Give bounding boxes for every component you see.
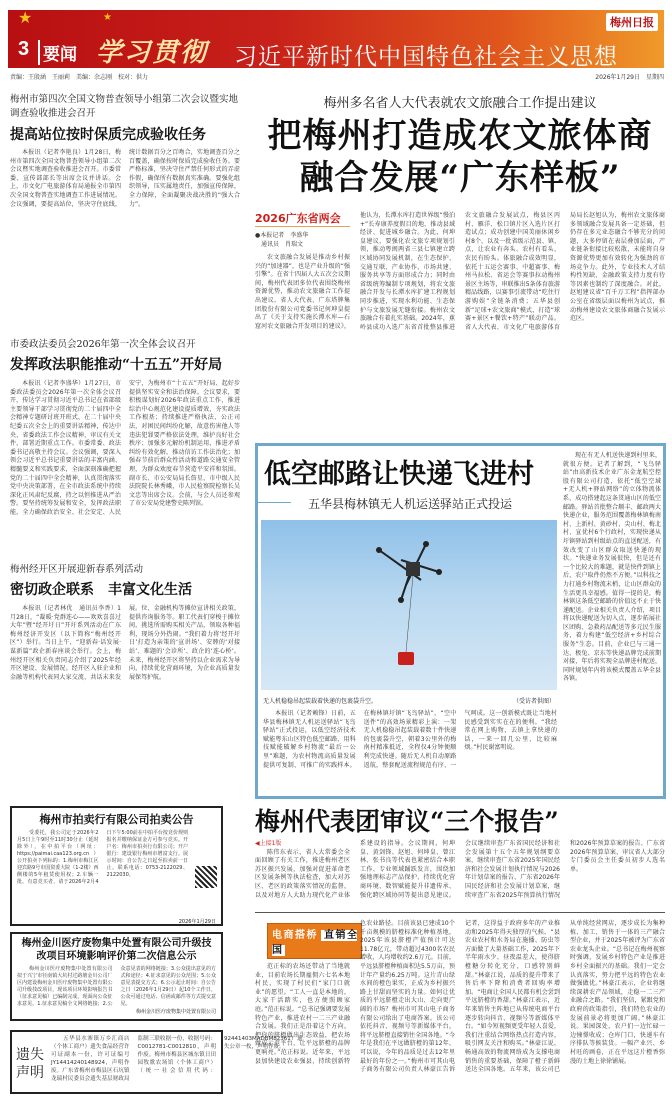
continued-article-body: 范正标的农场还带动了当地就业，目前农场长期雇佣六七名本地村民，实现了村民们“家门口就业”的愿望。“工人一直是本地的，大家干活踏实，也方便照顾家庭。”范正标说。“总书记强调要发展特色产业，推进农村一二三产业融合发展。我们正是沿着这个方向，把你的脐橙做出生态效益，把农场做成示范平台，让平远脐橙的品牌更响亮。”范正标说。近年来，平远县加快建设农业强县，持续创新特色农业路径。目前该县已建成10个千亩规模的脐橙标准化种植基地，2025年该县脐橙产值预计可达11.78亿元，带动超过4300名农民增收，人均增收约2.6万元。目前，平远县脐橙种植面积达5.5万亩，预计年产量约6.25万吨。这片青山绿水间的橙色果实，正成为乡村振兴路上甘甜而坚实的力量。如何让优质的平远脐橙走出大山、走向更广阔的市场？梅州市可其山电子商务有限公司给出了电商答案。该公司依托抖音、视频号等新媒体平台，将平远脐橙直接销往全国各地。“今年是我们在平远做脐橙的第12年，可以说，今年的品质是过去12年里最好的年份之一。”梅州市可其山电子商务有限公司负责人林豪江告诉记者，这得益于政府多年的产业推动和2025年得天独厚的气候。“县农业农村和水务局在施播、防虫等方面做了大量基础工作，2025年下半年雨水少、昼夜温差大，使得脐橙糖分转化充分，口感特别鲜甜。”林豪江说，品质的提升带来了售后率下降和消费者回购率增加。“电商让全国人民都有机会尝到平远脐橙的香甜。”林豪江表示，近年来销售主阵地已从传统电商平台逐步转向抖音、视频号等新媒体平台。“如今短视频更受年轻人喜爱，我们注重结合网络热点打造内容，吸引网友关注和购买。”林豪江说，畅通高效的物流网络成为支撑电商销售的重要基础，保障了橙子新鲜送达全国各地。五年来，该公司已从单纯经营网店，逐步成长为集种植、加工、销售于一体的三产融合型企业，并于2025年被评为广东省农业龙头企业。“总书记在梅州视察时强调，发展乡村特色产业是推进乡村全面振兴的基础。我们一定会认真落实，努力把平远的特色农业做强做优。”林豪江表示，企业将继续深耕农产品领域，走稳一二三产业融合之路。“我们坚信，紧跟党和政府的政策指引，我们特色农业的发展前景必将更加广阔。”林豪江说。果园深处，农户们一边忙碌一边憧憬收成；仓库门口，快递车有序排队等候装货。一幅产业兴、乡村旺的画卷，正在平远这片橙香弥漫的土地上徐徐铺展。 xyxy=(255,920,665,1074)
feature-side-body: 现在有无人机送快递到村里来，就很方便。记者了解到，“飞鸟驿站”由高新技术企业广东金龙航空控股有限公司打造，依托“低空空域+无人机+驿站网络”的立体物流体系，成功搭建起这条贯通山区的低空邮路。驿站首批整合顺丰、邮政两大快递企业，服务范围覆盖梅林镇梅南村、上新村、黄砂村、尖山村、梅北村、宣优村6个行政村，实现快递从圩镇驿站到村级站点的直送配送，有效改变了山区群众取送快递的现状。“快递业务发展很快，但是还有一个比较大的难题，就是快件到镇上后，农户取件仍然不方便。”以科技之力打通乡村物流末梢，让山区群众的生活更具幸福感。值得一提的是，梅林镇这条低空邮路的价值远不止于快递配送。企业相关负责人介绍，项目将以快递配送为切入点，逐步拓展社区团购、急救药品配送等多元民生服务，着力构建“低空经济+乡村综合服务”生态。目前，企业已与三通一达、极兔、京东等快递品牌完成前期对接，年后将实现全品牌进村配送，同时规划年内将该模式覆盖五华全县各镇。 xyxy=(563,452,661,683)
feature-subtitle: 五华县梅林镇无人机运送驿站正式投运 xyxy=(308,497,513,511)
main-kicker: 梅州多名省人大代表就农文旅融合工作提出建议 xyxy=(323,96,597,111)
report-body-text: 陈伟东表示，省人大常委会全面回顾了有关工作，推进梅州老区苏区振兴发展，加强对促进革命老区发展条例等执法检查，加大对苏区、老区的政策落实情况的监督，以及对地方人大助力现代化产业体系建设的指导。会议期间，何坤皇、黄剑锋、赵旭、何坤皇、曾江林、张书良等代表也紧密结合本职工作、专业领域踊跃发言，围绕加强地理标志产品保护、持续优化营商环境、数智赋能提升非遗传承、强化跨区域协同等提出意见建议。会议继续审查广东省国民经济和社会发展第十五个五年规划纲要草案，继续审查广东省2025年国民经济和社会发展计划执行情况与2026年计划草案的报告、广东省2026年国民经济和社会发展计划草案，继续审查广东省2025年预算执行情况和2026年预算草案的报告、广东省2026年预算草案，审议省人大部分专门委员会主任委员初步人选名单。 xyxy=(255,840,665,899)
article-economic-zone xyxy=(10,563,240,795)
notice-signature: 梅州金川医疗废物集中处置有限公司 xyxy=(135,1009,216,1015)
continued-article xyxy=(255,920,665,1096)
editors-line: 责编：王殷涵 王丽莉 美编：余志刚 校对：供力 xyxy=(10,74,149,81)
jump-marker: ◀上接1版 xyxy=(255,840,282,847)
article-kicker: 梅州经开区开展迎新春系列活动 xyxy=(10,564,144,575)
article-headline: 提高站位按时保质完成验收任务 xyxy=(10,127,206,143)
article-kicker: 市委政法委员会2026年第一次全体会议召开 xyxy=(10,339,196,350)
auction-notice xyxy=(10,806,223,926)
main-body-text: 农文旅融合发展是推动乡村振兴的“加速器”，也是产业升级的“强引擎”。在省十四届人大五次会议期间，梅州代表团多位代表围绕梅州资源优势，推动农文旅融合工作提出建议。省人大代表、广东塔牌集团股份有限公司党委书记何坤皇提出了《关于支持实施长潭水库—石窟河农文旅融合开发项目的建议》，他认为，长潭水库打造世界级“慢泊+”长寿康养度假目的地，推动县域经济、促进城乡融合。为此，何坤皇建议，要强化农文旅专项规划引领，推动粤闽两省三县七镇建立跨区域协同发展机制，在生态保护、交通互联、产业协作、市场共建、服务共享等方面形成合力；同时由省级统筹编制专项规划，将农文旅融合开发与长潭水库扩建工程规划同步推进，实现水利功能、生态保护与文旅发展无缝衔接。梅州农文旅融合有着扎实基础。2024年，蕉岭县成功入选广东省首批整县推进农文旅融合发展试点，梅县区丙村、雁洋、松口镇片区入选片区打造试点；成功创建中国美丽休闲乡村8个，以及一批省级示范县、镇、点，让农业有奔头、农村有看头、农民有盼头。体旅融合成效明显，依托十五运会赛事、中超赛事、梅州马拉松、省运会等赛事拉动梅州景区主场等，串联推出5条体育旅游精品线路，以赛事引流带动“吃住行游购娱”全链条消费；五华县创新“足球+农文旅商”模式，打造“球赛+景区+餐饮+特产”联动产品。省人大代表、市文化广电旅游体育局局长赵旭认为，梅州农文旅体商多领域融合发展具备一定基础，但仍存在多元业态融合不够充分的问题，大多停留在表层叠加层面，产业链条衔接比较松散，未能将自身资源优势更加有效转化为强劲的市场竞争力。此外，专业技术人才结构性短缺、金融政策支持力度有待等因素也制约了深度融合。对此，赵旭建议省“百千万工程”指挥部办公室在省级层面以梅州为试点，推动梅州建设农文旅体商融合发展示范区。 xyxy=(255,212,665,331)
feature-headline: 低空邮路让快递飞进村 xyxy=(264,459,534,490)
feature-body: 本报讯（记者赖锋）日前，五华县梅林镇无人机运送驿站“飞鸟驿站”正式投运，以低空经济技术赋能粤东山区特色低空邮路，用科技赋能破解乡村物流“最后一公里”难题，为农村物流高质量发展提供可复制、可推广的实践样本。在梅林镇圩镇“飞鸟驿站”，“空中送件”的高效场景精彩上演：一架无人机稳稳吊起装载着数十件快递的包裹袋升空，朝着3公里外的梅南村精准抵近，全程仅4分钟便顺利完成快递。随后无人机自动原路返航，整套配送流程规范有序、一气呵成。这一创新模式既让当地村民感受到实实在在的便利。“我经常在网上购物，去镇上拿快递的话，一来一回几公里，比较麻烦。”村民谢富明说。 xyxy=(263,710,557,769)
article-body: 本报讯（记者李艳良）1月28日，梅州市第四次全国文物普查领导小组第二次会议暨实地调查验收推进会召开。市委常委、宣传部部长等出席会议并讲话。会上，市文化广电旅游体育局通报全市第四次全国文物普查实地调查工作进展情况。会议强调，要提高站位，坚决守住底线，统计数据百分之百吻合，实地调查百分之百覆盖，确保按时保质完成验收任务。要严格标准，坚决守住严禁任何形式的弄虚作假，确保所有数据真实准确。要强化组织领导，压实属地责任，加强宣传保障，全力保障，全面凝聚决战决胜的“强大合力”。 xyxy=(10,149,240,208)
article-body: 本报讯（记者李盛华）1月27日，市委政法委员会2026年第一次全体会议召开，传达学习贯彻习近平总书记在省部级主要领导干部学习贯彻党的二十届四中全会精神专题研讨班开班式、在二十届中央纪委五次全会上的重要讲话精神，传达中央、省委政法工作会议精神，审议有关文件，部署近期重点工作。市委常委、政法委书记高敬主持会议。会议强调，要深入领会习近平总书记重要讲话的丰富内涵、精髓要义和实践要求，全面深刻准确把握党的二十届四中全会精神，认真贯彻落实党中央决策部署，在全市政法系统中持续深化正风肃纪反腐，持之以恒推进从严治警。要坚持统筹发展和安全，发挥政法职能，全力确保政治安全、社会安定、人民安宁，为梅州市“十五五”开好局、起好步提供坚实安全和法治保障。会议要求，要积极谋划好2026年政法重点工作，推进综治中心规范化建设提质增效，夯实政法工作根基；持续推进严格执法、公正司法，对困民间纠纷化解，故意伤害他人等违法犯罪要严格依法处理，维护良好社会秩序；加强多元解纷机制运用，推进矛盾纠纷有效化解，推动信访工作法治化；加强春节前后群众性活动和道路交通安全管理，为群众欢度春节营造平安祥和氛围。副市长、市公安局局长詹星，市中级人民法院院长林秀峨，市人民检察院检察长吴文忠等出席会议。会前，与会人员还参观了市公安局党建警史陈列馆。 xyxy=(10,380,240,516)
main-article-header xyxy=(255,92,665,199)
notice-title: 梅州金川医疗废物集中处置有限公司升级技改项目环境影响评价第二次信息公示 xyxy=(21,938,212,962)
divider xyxy=(255,502,291,503)
star-icon: ★ xyxy=(18,8,33,27)
photo-caption: 无人机稳稳吊起装载着快递的包裹袋升空。 xyxy=(263,698,378,705)
subhead-label: 电商搭桥 xyxy=(272,930,318,941)
star-icon: ★ xyxy=(103,12,112,23)
main-headline-line2: 融合发展“广东样板” xyxy=(299,158,621,198)
main-article-body xyxy=(255,212,665,438)
report-headline: 梅州代表团审议“三个报告” xyxy=(255,807,559,836)
npc-badge: 2026广东省两会 xyxy=(255,212,350,227)
drone-feature xyxy=(255,443,666,799)
section-name: 要闻 xyxy=(38,40,77,65)
issue-date: 2026年1月29日 星期四 xyxy=(595,74,664,81)
article-politics-law xyxy=(10,338,240,540)
newspaper-logo: 梅州日报 xyxy=(606,13,658,31)
drone-photo xyxy=(261,520,557,690)
article-headline: 发挥政法职能推动“十五五”开好局 xyxy=(10,357,223,373)
drone-icon xyxy=(261,520,557,690)
environment-notice xyxy=(10,932,223,1021)
notice-title: 遗失声明 xyxy=(16,1047,44,1081)
article-kicker: 梅州市第四次全国文物普查领导小组第二次会议暨实地调查验收推进会召开 xyxy=(10,94,239,119)
notice-body: 受委托，我公司定于2026年2月5日上午9时至11时30分止（延时除外），在中拍平台（网址：https://paimai.caa123.org.cn）公开拍卖下列标的：1.梅州市梅江区迎宾路9号市国资委大院（1-2楼）西侧楼的5年租赁使用权；2.车辆一批。有意竞买者，请于2026年2月4日下午5:00前在中拍平台按竞价规则报名并缴纳保证金方可参与竞买。开户名：梅州市拍卖行有限公司；开户银行：建设银行梅州市增富支行。展示时间：自公告之日起至拍卖前一日止。联系电话：0753-2122029、2122030。 xyxy=(17,830,188,885)
article-heritage-survey xyxy=(10,93,240,317)
main-byline: ●本报记者 李盛华 通讯员 肖瑞文 xyxy=(255,232,309,248)
slogan: 学习贯彻 xyxy=(96,38,209,68)
theme-title: 习近平新时代中国特色社会主义思想 xyxy=(234,44,618,70)
notice-date: 2026年1月29日 xyxy=(178,919,216,925)
photo-credit: （受访者供图） xyxy=(513,698,556,705)
article-headline: 密切政企联系 丰富文化生活 xyxy=(10,582,192,598)
subhead-ecommerce xyxy=(267,923,362,959)
article-body: 本报讯（记者林优 通讯员李香）1月28日，“凝暖·党群连心——欢欢喜喜过大年”暨“经开圩日”开圩系列活动在广东梅州经济开发区（以下简称“梅州经开区”）举行。当日上午，“迎新春·话发展·谋新篇”政企新春座谈会举行。会上，梅州经开区相关负责同志介绍了2025年经开区建设、发展情况。经开区入驻企业和金融等机构代表同大家交流，共话未来发展。位、金融机构等摊位宣讲相关政策，提供咨询服务等。职工代表们穿梭于摊位间，挑选所需购买相关产品，领取各种福利，现场分外热闹。“我们着力将‘经开圩日’打造为亲策的‘宣讲场’、安睦的‘对接站’、难题的‘会诊所’、政企的‘连心桥’。未来，梅州经开区将坚持以企业需求为导向，持续优化营商环境，为企业高质量发展保驾护航。 xyxy=(10,605,240,681)
qr-code[interactable] xyxy=(195,866,217,888)
subhead-label-2: 直销全国 xyxy=(272,930,357,956)
report-body xyxy=(255,840,665,908)
loss-notice xyxy=(10,1030,303,1094)
notice-body: 五华县水寨镇万乡汇商店（个体工商户）遗失食品经营许可证副本一份，许可证编号JY14414240148924，声明作废。广东省梅州市梅县区石坑镇龙瑞村民委员会遗失基层财政局监制三联收据一份，收据号码：C0012781-C0012810，声明作废。梅州市梅县区城东镇日田园牧歌农场馆（个体工商户）（统一社会信用代码：92441403MADBM82361）遗失公章一枚，声明作废。 xyxy=(51,1036,303,1082)
report-article xyxy=(255,806,665,908)
notice-body: 梅州金川医疗废物集中处置有限公司拟于兴宁市径南镇大坑村过路塘金川公司厂区内建设梅州金川医疗废物集中处置有限公司升级技改项目，现该项目环境影响报告书（征求意见稿）已编制完成，现面向公众征求意见。1.征求意见稿全文网络链接；2.公众意见表的网络链接；3.公众提出意见的方式和途径；4.征求意见的公众范围；5.公众意见表提交方式；6.公示起止时间：自公告之日（2026年1月29日）起10个工作日，公众可通过电话、信函或邮件等方式提交意见。 xyxy=(17,966,216,1007)
notice-title: 梅州市拍卖行有限公司拍卖公告 xyxy=(39,813,194,826)
masthead-banner xyxy=(8,10,664,68)
main-headline-line1: 把梅州打造成农文旅体商 xyxy=(267,116,653,156)
page-number: 3 xyxy=(18,38,30,60)
section-divider xyxy=(255,912,665,913)
